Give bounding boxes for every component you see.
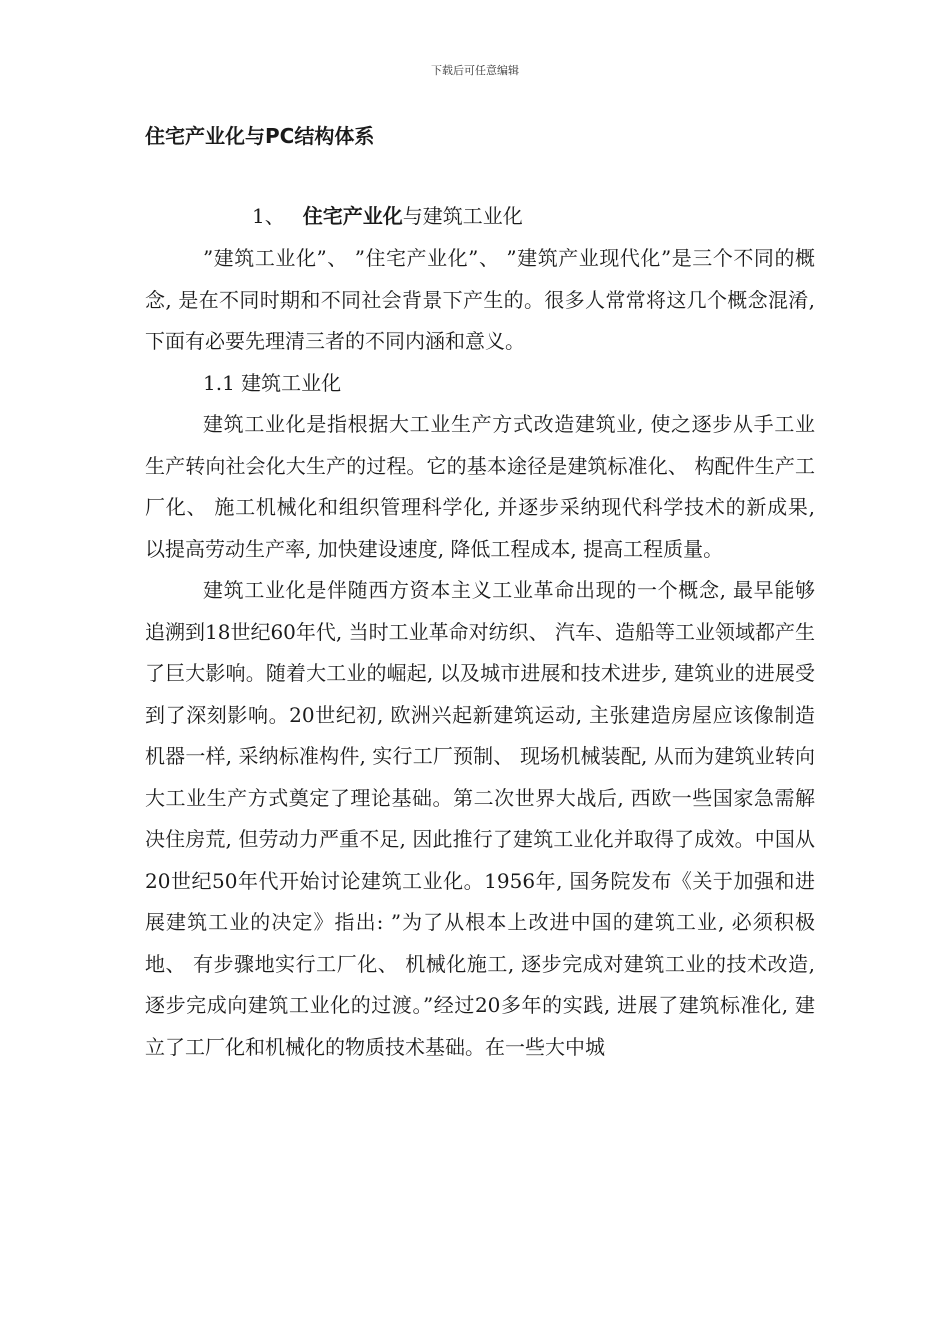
section-heading-rest: 与建筑工业化 [402, 204, 523, 228]
paragraph-history: 建筑工业化是伴随西方资本主义工业革命出现的一个概念, 最早能够追溯到18世纪60年代, 当时工业革命对纺织、 汽车、造船等工业领域都产生了巨大影响。随着大工业的崛起, 以及城市进展和技术进步, 建筑业的进展受到了深刻影响。20世纪初, 欧洲兴起新建筑运动, 主张建造房屋应该像制造机器一样, 采纳标准构件, 实行工厂预制、 现场机械装配, 从而为建筑业转向大工业生产方式奠定了理论基础。第二次世界大战后, 西欧一些国家急需解决住房荒, 但劳动力严重不足, 因此推行了建筑工业化并取得了成效。中国从20世纪50年代开始讨论建筑工业化。1956年, 国务院发布《关于加强和进展建筑工业的决定》指出: ”为了从根本上改进中国的建筑工业, 必须积极地、 有步骤地实行工厂化、 机械化施工, 逐步完成对建筑工业的技术改造, 逐步完成向建筑工业化的过渡。”经过20多年的实践, 进展了建筑标准化, 建立了工厂化和机械化的物质技术基础。在一些大中城 [145, 578, 815, 1059]
section-heading-bold: 住宅产业化 [302, 204, 403, 228]
section-number: 1、 [252, 204, 285, 228]
paragraph-intro: ”建筑工业化”、 ”住宅产业化”、 ”建筑产业现代化”是三个不同的概念, 是在不同时期和不同社会背景下产生的。很多人常常将这几个概念混淆, 下面有必要先理清三者的不同内涵和意义。 [145, 246, 815, 353]
page-header-note: 下载后可任意编辑 [431, 64, 519, 77]
document-body [145, 238, 815, 1068]
document-title: 住宅产业化与PC结构体系 [145, 124, 375, 148]
subsection-heading: 1.1 建筑工业化 [203, 370, 342, 395]
paragraph-definition: 建筑工业化是指根据大工业生产方式改造建筑业, 使之逐步从手工业生产转向社会化大生产的过程。它的基本途径是建筑标准化、 构配件生产工厂化、 施工机械化和组织管理科学化, 并逐步采纳现代科学技术的新成果, 以提高劳动生产率, 加快建设速度, 降低工程成本, 提高工程质量。 [145, 412, 815, 561]
section-heading [252, 200, 523, 229]
